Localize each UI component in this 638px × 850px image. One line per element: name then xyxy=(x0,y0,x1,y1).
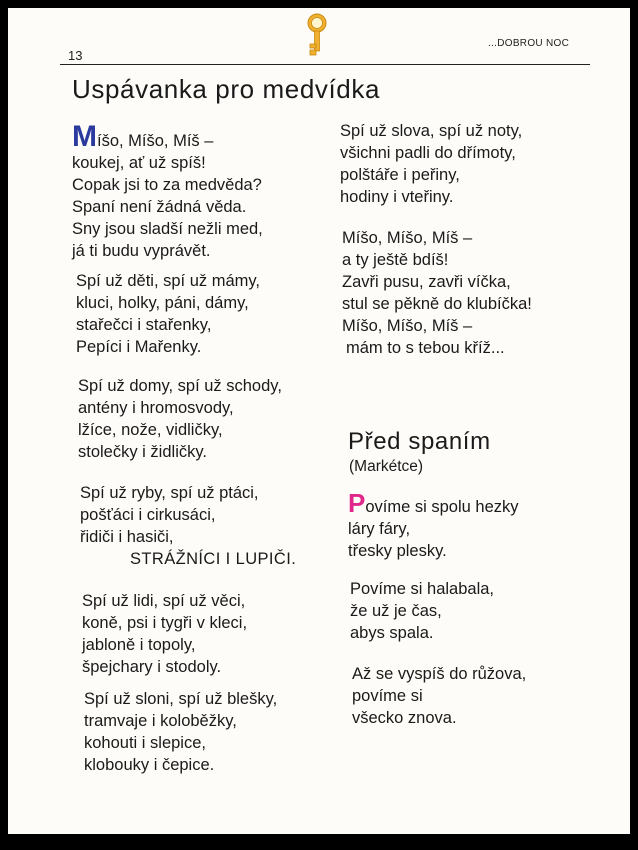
first-line-text: ovíme si spolu hezky xyxy=(365,498,519,516)
poem-line: stolečky i židličky. xyxy=(78,443,207,461)
poem1-stanza-2 xyxy=(76,270,260,358)
poem-line: Povíme si halabala, xyxy=(350,580,494,598)
poem2-stanza-2 xyxy=(350,578,494,644)
poem-line: antény i hromosvody, xyxy=(78,399,234,417)
poem-line: abys spala. xyxy=(350,624,434,642)
poem-line: lžíce, nože, vidličky, xyxy=(78,421,223,439)
dropcap-p: P xyxy=(348,488,366,518)
poem1-stanza-6 xyxy=(84,688,277,776)
poem-line: koně, psi i tygři v kleci, xyxy=(82,614,248,632)
poem-dedication: (Markétce) xyxy=(349,458,424,475)
poem-line: povíme si xyxy=(352,687,423,705)
poem-line: kohouti i slepice, xyxy=(84,734,206,752)
poem-line: já ti budu vyprávět. xyxy=(72,242,211,260)
poem-line: Spaní není žádná věda. xyxy=(72,198,247,216)
poem-line: Pepíci i Mařenky. xyxy=(76,338,202,356)
poem-line: Zavři pusu, zavři víčka, xyxy=(342,273,511,291)
poem-line: polštáře i peřiny, xyxy=(340,166,460,184)
poem-line: a ty ještě bdíš! xyxy=(342,251,449,269)
poem-line: koukej, ať už spíš! xyxy=(72,154,206,172)
poem-line: stul se pěkně do klubíčka! xyxy=(342,295,532,313)
poem-line: STRÁŽNÍCI I LUPIČI. xyxy=(130,550,297,568)
golden-key-icon xyxy=(302,12,332,60)
poem-line: Až se vyspíš do růžova, xyxy=(352,665,527,683)
header-rule xyxy=(60,64,590,65)
poem-line: hodiny i vteřiny. xyxy=(340,188,454,206)
poem-title-pred-spanim: Před spaním xyxy=(348,428,491,455)
poem-line: všichni padli do dřímoty, xyxy=(340,144,516,162)
poem-line: láry fáry, xyxy=(348,520,411,538)
poem1-stanza-7 xyxy=(340,120,522,208)
poem-line: Spí už děti, spí už mámy, xyxy=(76,272,261,290)
page-number: 13 xyxy=(68,48,83,63)
poem2-stanza-3 xyxy=(352,663,526,729)
poem-line: Spí už sloni, spí už blešky, xyxy=(84,690,278,708)
poem-line: všecko znova. xyxy=(352,709,457,727)
poem1-stanza-1 xyxy=(72,120,263,262)
poem-line: řidiči i hasiči, xyxy=(80,528,174,546)
poem-line: Spí už lidi, spí už věci, xyxy=(82,592,246,610)
poem-title-uspavanka: Uspávanka pro medvídka xyxy=(72,74,381,104)
poem1-stanza-8 xyxy=(342,227,532,359)
poem-line: Copak jsi to za medvěda? xyxy=(72,176,262,194)
poem1-stanza-3 xyxy=(78,375,282,463)
poem-line: že už je čas, xyxy=(350,602,442,620)
poem-line: tramvaje i koloběžky, xyxy=(84,712,237,730)
dropcap-m: M xyxy=(72,120,97,153)
poem-line: třesky plesky. xyxy=(348,542,447,560)
book-page xyxy=(8,8,630,834)
poem-line: mám to s tebou kříž... xyxy=(346,339,505,357)
poem2-first-line xyxy=(348,488,519,518)
poem-line: kluci, holky, páni, dámy, xyxy=(76,294,249,312)
poem-line: Sny jsou sladší nežli med, xyxy=(72,220,263,238)
poem-line: pošťáci i cirkusáci, xyxy=(80,506,216,524)
poem-line: špejchary i stodoly. xyxy=(82,658,222,676)
poem-line: Spí už domy, spí už schody, xyxy=(78,377,282,395)
running-header: ...DOBROU NOC xyxy=(488,38,570,49)
poem-line: Míšo, Míšo, Míš – xyxy=(342,229,473,247)
poem2-stanza-1 xyxy=(348,488,519,562)
poem-line: Spí už slova, spí už noty, xyxy=(340,122,523,140)
poem1-stanza-5 xyxy=(82,590,247,678)
poem-line: Míšo, Míšo, Míš – xyxy=(342,317,473,335)
poem1-stanza-4 xyxy=(80,482,296,570)
first-line-text: íšo, Míšo, Míš – xyxy=(97,132,214,150)
poem-line: klobouky i čepice. xyxy=(84,756,215,774)
poem-line: stařečci i stařenky, xyxy=(76,316,212,334)
poem-line: jabloně i topoly, xyxy=(82,636,196,654)
poem-line: Spí už ryby, spí už ptáci, xyxy=(80,484,259,502)
poem1-first-line xyxy=(72,120,263,153)
